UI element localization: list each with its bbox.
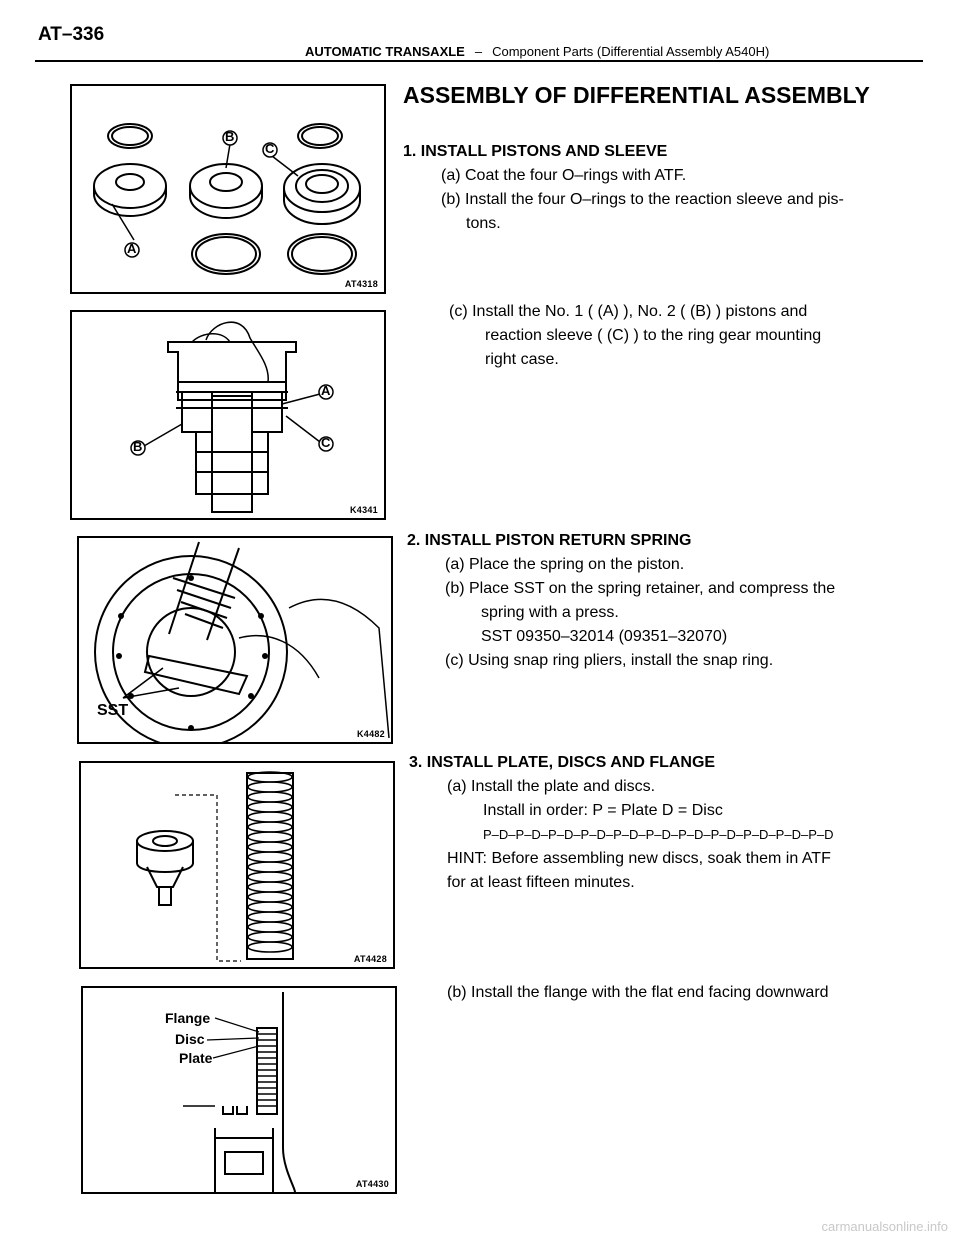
step-3b: (b) Install the flange with the flat end facing downward: [447, 984, 829, 1001]
step-3-sequence: P–D–P–D–P–D–P–D–P–D–P–D–P–D–P–D–P–D–P–D–P–D: [483, 827, 834, 842]
step-1b-line2: tons.: [466, 215, 501, 232]
figure-label-b: B: [225, 129, 235, 144]
step-2-heading: 2. INSTALL PISTON RETURN SPRING: [407, 532, 692, 549]
step-1c-line1: (c) Install the No. 1 ( (A) ), No. 2 ( (B) ) pistons and: [449, 303, 808, 320]
step-3a: (a) Install the plate and discs.: [447, 778, 656, 795]
step-3-hint-line2: for at least fifteen minutes.: [447, 874, 635, 891]
step-1b-line1: (b) Install the four O–rings to the reaction sleeve and pis-: [441, 191, 844, 208]
figure-code: AT4318: [344, 279, 378, 289]
step-3-order: Install in order: P = Plate D = Disc: [483, 802, 723, 819]
step-2c: (c) Using snap ring pliers, install the snap ring.: [445, 652, 774, 669]
figure-spring-press: [77, 536, 393, 744]
step-1c-line2: reaction sleeve ( (C) ) to the ring gear mounting: [485, 327, 822, 344]
label-flange: Flange: [165, 1010, 211, 1026]
figure-flange-section-drawing: [83, 988, 395, 1192]
step-1-heading: 1. INSTALL PISTONS AND SLEEVE: [403, 143, 668, 160]
main-title: ASSEMBLY OF DIFFERENTIAL ASSEMBLY: [403, 82, 870, 108]
step-2a: (a) Place the spring on the piston.: [445, 556, 685, 573]
figure-code: AT4428: [353, 954, 387, 964]
figure-label-c: C: [265, 141, 275, 156]
step-1a: (a) Coat the four O–rings with ATF.: [441, 167, 687, 184]
step-2b-line2: spring with a press.: [481, 604, 619, 621]
figure-label-a: A: [127, 241, 137, 256]
figure-code: K4341: [349, 505, 378, 515]
figure-plates-discs-drawing: [81, 763, 393, 967]
figure-label-sst: SST: [97, 702, 129, 719]
header-rule: [35, 60, 923, 62]
page-number: AT–336: [38, 24, 105, 45]
header-title: [305, 44, 769, 59]
header-section: AUTOMATIC TRANSAXLE: [305, 44, 465, 59]
figure-pistons-sleeve: [70, 84, 386, 294]
figure-label-c: C: [321, 435, 331, 450]
step-1c-line3: right case.: [485, 351, 559, 368]
step-2b-line1: (b) Place SST on the spring retainer, and compress the: [445, 580, 836, 597]
figure-code: K4482: [356, 729, 385, 739]
figure-flange-section: [81, 986, 397, 1194]
header-subsection: Component Parts (Differential Assembly A540H): [492, 44, 770, 59]
figure-label-b: B: [133, 439, 143, 454]
label-plate: Plate: [179, 1050, 213, 1066]
figure-case-pistons: [70, 310, 386, 520]
figure-pistons-sleeve-drawing: [72, 86, 384, 292]
figure-label-a: A: [321, 383, 331, 398]
step-3-heading: 3. INSTALL PLATE, DISCS AND FLANGE: [409, 754, 716, 771]
label-disc: Disc: [175, 1031, 205, 1047]
step-3-hint-line1: HINT: Before assembling new discs, soak them in ATF: [447, 850, 831, 867]
figure-case-pistons-drawing: [72, 312, 384, 518]
header-separator: –: [474, 44, 483, 59]
watermark: carmanualsonline.info: [821, 1219, 948, 1234]
step-2-sst: SST 09350–32014 (09351–32070): [481, 628, 728, 645]
figure-code: AT4430: [355, 1179, 389, 1189]
figure-plates-discs: [79, 761, 395, 969]
